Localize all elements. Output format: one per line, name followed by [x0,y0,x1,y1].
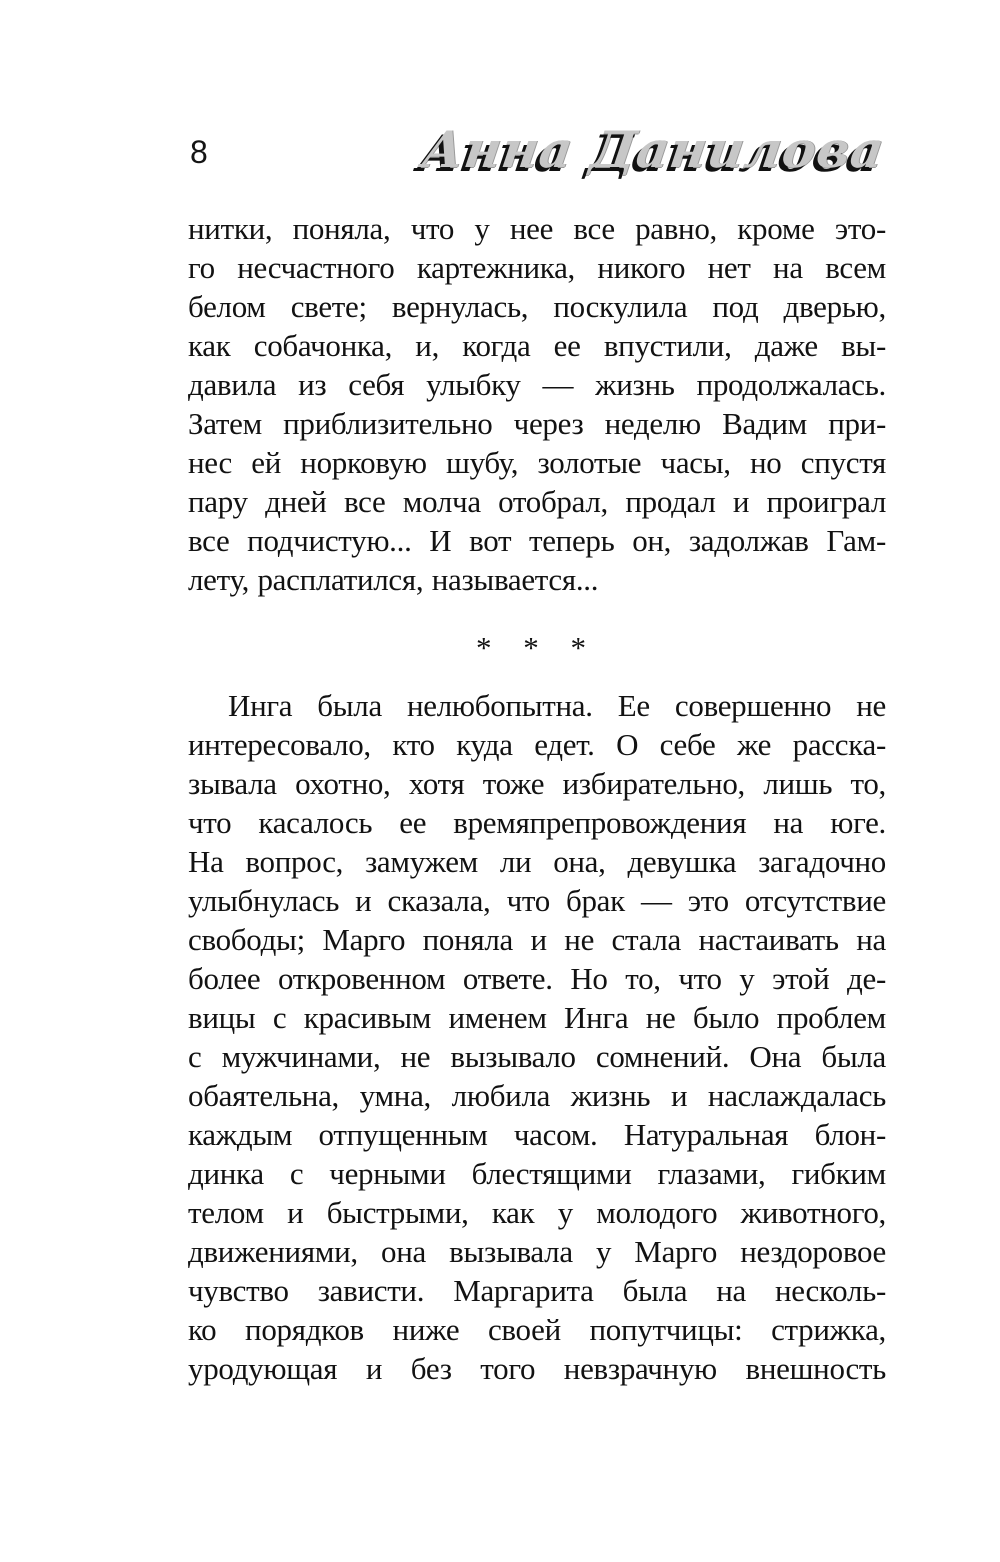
text-line: обаятельна, умна, любила жизнь и наслаждалась [188,1078,886,1113]
page-body [188,209,886,1388]
section-separator: * * * [476,630,598,665]
text-line: пару дней все молча отобрал, продал и проиграл [188,484,886,519]
text-line: телом и быстрыми, как у молодого животного, [188,1195,886,1230]
text-line: как собачонка, и, когда ее впустили, даже вы- [188,328,886,363]
text-line: чувство зависти. Маргарита была на несколь- [188,1273,886,1308]
paragraph-1 [188,209,886,599]
text-line: вицы с красивым именем Инга не было проблем [188,1000,886,1035]
text-line: интересовало, кто куда едет. О себе же расска- [188,727,886,762]
text-line: давила из себя улыбку — жизнь продолжалась. [188,367,886,402]
text-line: го несчастного картежника, никого нет на всем [188,250,886,285]
text-line: уродующая и без того невзрачную внешность [188,1351,886,1386]
text-line: улыбнулась и сказала, что брак — это отсутствие [188,883,886,918]
page-header [188,118,889,208]
text-line: свободы; Марго поняла и не стала настаивать на [188,922,886,957]
page-number: 8 [190,134,208,170]
text-line: лету, расплатился, называется... [188,562,599,597]
text-line: более откровенном ответе. Но то, что у этой де- [188,961,886,996]
text-line: Затем приблизительно через неделю Вадим при- [188,406,886,441]
text-line: зывала охотно, хотя тоже избирательно, лишь то, [188,766,886,801]
text-line: каждым отпущенным часом. Натуральная блон- [188,1117,886,1152]
text-line: динка с черными блестящими глазами, гибким [188,1156,886,1191]
author-header: Анна Данилова [418,120,889,179]
text-line: с мужчинами, не вызывало сомнений. Она была [188,1039,886,1074]
paragraph-2 [188,686,886,1388]
text-line: Инга была нелюбопытна. Ее совершенно не [228,688,886,723]
text-line: нес ей норковую шубу, золотые часы, но спустя [188,445,886,480]
text-line: что касалось ее времяпрепровождения на юге. [188,805,886,840]
text-line: ко порядков ниже своей попутчицы: стрижка, [188,1312,886,1347]
text-line: На вопрос, замужем ли она, девушка загадочно [188,844,886,879]
text-line: белом свете; вернулась, поскулила под дверью, [188,289,886,324]
text-line: нитки, поняла, что у нее все равно, кроме это- [188,211,886,246]
text-line: все подчистую... И вот теперь он, задолжав Гам- [188,523,886,558]
text-line: движениями, она вызывала у Марго нездоровое [188,1234,886,1269]
